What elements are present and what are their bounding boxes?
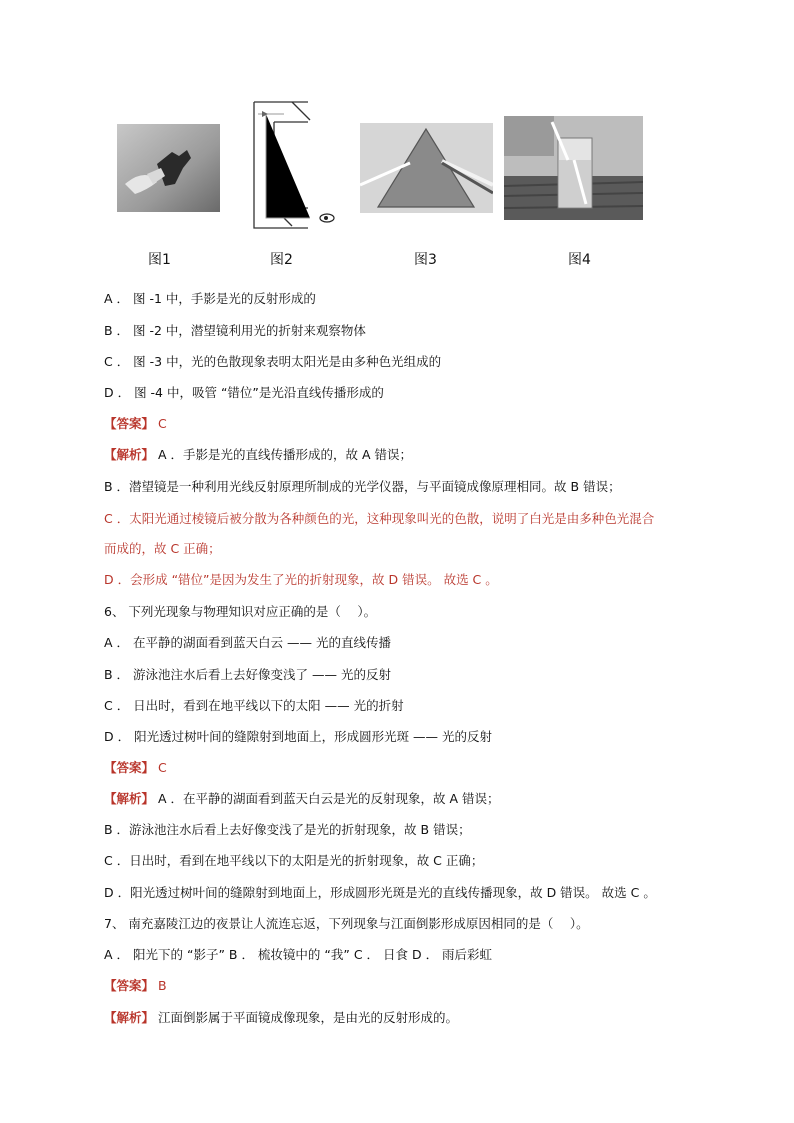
analysis-label: 【解析】 [104, 791, 155, 806]
answer-label: 【答案】 [104, 416, 155, 431]
q5-option-c: C ． 图 -3 中，光的色散现象表明太阳光是由多种色光组成的 [104, 354, 442, 369]
q7-answer [104, 977, 167, 995]
analysis-label: 【解析】 [104, 1010, 155, 1025]
figure-3-caption: 图3 [414, 252, 437, 268]
analysis-text: A ．手影是光的直线传播形成的，故 A 错误； [154, 447, 413, 462]
analysis-label: 【解析】 [104, 447, 155, 462]
q6-analysis-3: C ．日出时，看到在地平线以下的太阳是光的折射现象，故 C 正确； [104, 853, 484, 868]
analysis-text: 江面倒影属于平面镜成像现象，是由光的反射形成的。 [154, 1010, 458, 1025]
q7-options: A ． 阳光下的 “影子” B ． 梳妆镜中的 “我” C ． 日食 D ． 雨后彩虹 [104, 947, 493, 962]
q6-option-c: C ． 日出时，看到在地平线以下的太阳 —— 光的折射 [104, 698, 404, 713]
q6-analysis-2: B ．游泳池注水后看上去好像变浅了是光的折射现象，故 B 错误； [104, 822, 471, 837]
q5-analysis-2: B ．潜望镜是一种利用光线反射原理所制成的光学仪器，与平面镜成像原理相同。故 B 错误； [104, 479, 621, 494]
q5-option-a: A ． 图 -1 中，手影是光的反射形成的 [104, 291, 316, 306]
figure-1-hand-shadow-image [117, 124, 220, 212]
q6-stem: 6、 下列光现象与物理知识对应正确的是（ ）。 [104, 604, 377, 619]
q6-analysis-4: D ．阳光透过树叶间的缝隙射到地面上，形成圆形光斑是光的直线传播现象，故 D 错误。 故选 C 。 [104, 885, 656, 900]
q5-option-d: D ． 图 -4 中，吸管 “错位”是光沿直线传播形成的 [104, 385, 384, 400]
answer-label: 【答案】 [104, 978, 155, 993]
analysis-text: A ．在平静的湖面看到蓝天白云是光的反射现象，故 A 错误； [154, 791, 500, 806]
figure-4-straw-in-glass-image [504, 116, 643, 220]
q5-analysis-3b: 而成的，故 C 正确； [104, 541, 221, 556]
q5-option-b: B ． 图 -2 中，潜望镜利用光的折射来观察物体 [104, 323, 366, 338]
q6-option-d: D ． 阳光透过树叶间的缝隙射到地面上，形成圆形光斑 —— 光的反射 [104, 729, 493, 744]
q6-analysis-1 [104, 790, 500, 808]
figure-1-caption: 图1 [148, 252, 171, 268]
q5-analysis-1 [104, 446, 412, 464]
answer-label: 【答案】 [104, 760, 155, 775]
q7-stem: 7、 南充嘉陵江边的夜景让人流连忘返，下列现象与江面倒影形成原因相同的是（ ）。 [104, 916, 589, 931]
q6-answer [104, 759, 167, 777]
answer-value: B [154, 978, 167, 993]
answer-value: C [154, 416, 167, 431]
figure-4-caption: 图4 [568, 252, 591, 268]
q5-analysis-3: C ．太阳光通过棱镜后被分散为各种颜色的光，这种现象叫光的色散，说明了白光是由多种色光混合 [104, 511, 655, 526]
q5-analysis-4: D ．会形成 “错位”是因为发生了光的折射现象，故 D 错误。 故选 C 。 [104, 572, 498, 587]
q5-answer [104, 415, 167, 433]
q7-analysis-1 [104, 1009, 458, 1027]
figure-2-caption: 图2 [270, 252, 293, 268]
answer-value: C [154, 760, 167, 775]
q6-option-a: A ． 在平静的湖面看到蓝天白云 —— 光的直线传播 [104, 635, 391, 650]
q6-option-b: B ． 游泳池注水后看上去好像变浅了 —— 光的反射 [104, 667, 391, 682]
figure-3-prism-image [360, 123, 493, 213]
figure-2-periscope-diagram [252, 100, 342, 232]
